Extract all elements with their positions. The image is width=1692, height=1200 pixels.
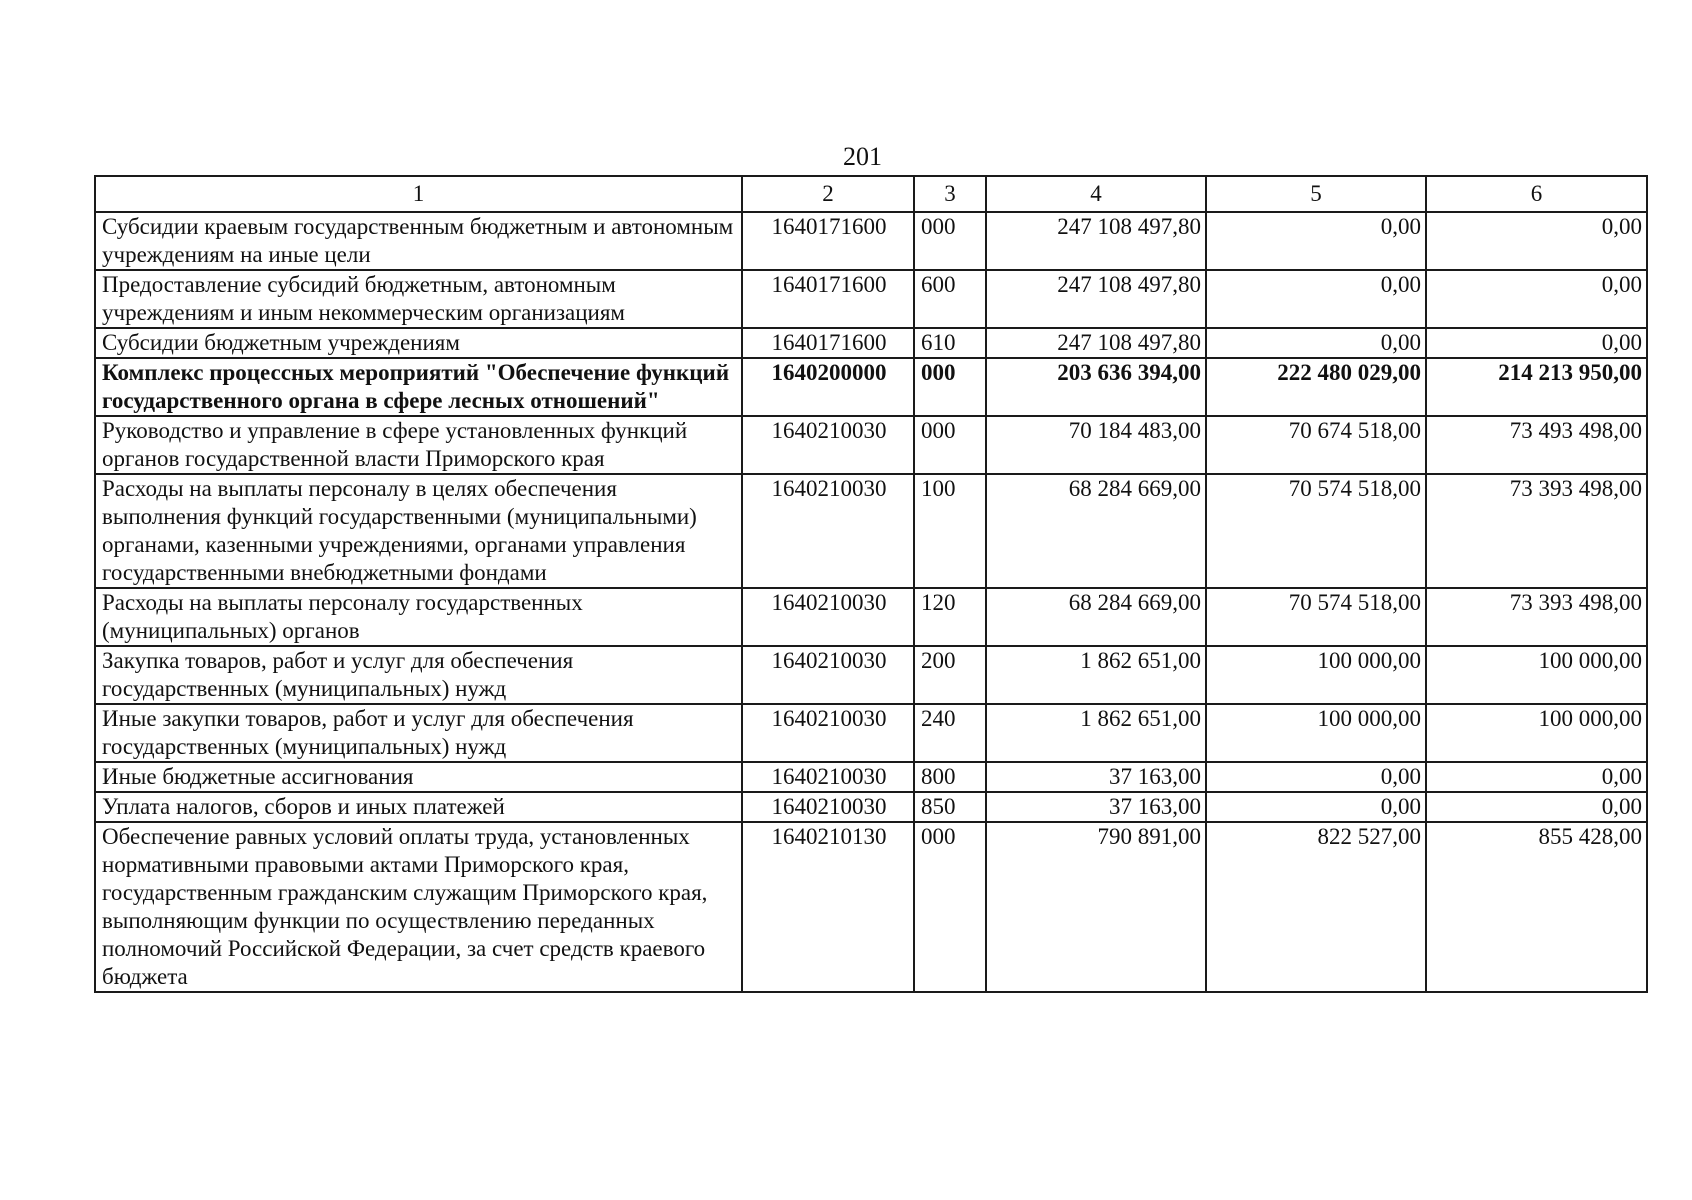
column-header: 3	[914, 176, 986, 212]
row-expense-type: 200	[914, 646, 986, 704]
row-expense-type: 240	[914, 704, 986, 762]
row-amount-6: 855 428,00	[1426, 822, 1647, 992]
row-amount-4: 68 284 669,00	[986, 588, 1206, 646]
row-name: Руководство и управление в сфере установленных функций органов государственной власти Приморского края	[95, 416, 742, 474]
row-expense-type: 800	[914, 762, 986, 792]
table-row-total	[95, 358, 1647, 416]
column-header: 1	[95, 176, 742, 212]
row-amount-4: 247 108 497,80	[986, 328, 1206, 358]
row-code: 1640210130	[742, 822, 914, 992]
row-expense-type: 850	[914, 792, 986, 822]
row-name: Уплата налогов, сборов и иных платежей	[95, 792, 742, 822]
row-amount-6: 73 393 498,00	[1426, 474, 1647, 588]
row-amount-5: 70 574 518,00	[1206, 588, 1426, 646]
row-amount-5: 0,00	[1206, 762, 1426, 792]
row-expense-type: 000	[914, 416, 986, 474]
row-amount-5: 0,00	[1206, 792, 1426, 822]
row-name: Предоставление субсидий бюджетным, автономным учреждениям и иным некоммерческим организациям	[95, 270, 742, 328]
row-amount-5: 822 527,00	[1206, 822, 1426, 992]
row-code: 1640200000	[742, 358, 914, 416]
row-amount-5: 70 674 518,00	[1206, 416, 1426, 474]
row-code: 1640171600	[742, 212, 914, 270]
row-name: Обеспечение равных условий оплаты труда, установленных нормативными правовыми актами Приморского края, государственным гражданским служащим Приморского края, выполняющим функции по осуществлению переданных полномочий Российской Федерации, за счет средств краевого бюджета	[95, 822, 742, 992]
row-amount-6: 0,00	[1426, 270, 1647, 328]
table-row	[95, 588, 1647, 646]
row-amount-6: 0,00	[1426, 212, 1647, 270]
row-name: Расходы на выплаты персоналу государственных (муниципальных) органов	[95, 588, 742, 646]
row-name: Иные бюджетные ассигнования	[95, 762, 742, 792]
row-amount-5: 0,00	[1206, 212, 1426, 270]
row-amount-4: 70 184 483,00	[986, 416, 1206, 474]
column-header: 6	[1426, 176, 1647, 212]
column-header: 2	[742, 176, 914, 212]
column-header: 5	[1206, 176, 1426, 212]
column-header-row	[95, 176, 1647, 212]
row-amount-5: 0,00	[1206, 328, 1426, 358]
row-code: 1640210030	[742, 588, 914, 646]
table-row	[95, 416, 1647, 474]
row-name: Комплекс процессных мероприятий "Обеспечение функций государственного органа в сфере лесных отношений"	[95, 358, 742, 416]
row-amount-5: 0,00	[1206, 270, 1426, 328]
row-amount-4: 68 284 669,00	[986, 474, 1206, 588]
row-amount-5: 222 480 029,00	[1206, 358, 1426, 416]
table-row	[95, 212, 1647, 270]
row-amount-4: 37 163,00	[986, 792, 1206, 822]
table-row	[95, 792, 1647, 822]
row-name: Субсидии бюджетным учреждениям	[95, 328, 742, 358]
row-code: 1640210030	[742, 416, 914, 474]
table-row	[95, 474, 1647, 588]
row-code: 1640210030	[742, 792, 914, 822]
table-row	[95, 762, 1647, 792]
row-amount-6: 0,00	[1426, 328, 1647, 358]
row-amount-6: 73 393 498,00	[1426, 588, 1647, 646]
table-row	[95, 822, 1647, 992]
row-amount-4: 1 862 651,00	[986, 646, 1206, 704]
row-code: 1640210030	[742, 704, 914, 762]
row-amount-4: 37 163,00	[986, 762, 1206, 792]
column-header: 4	[986, 176, 1206, 212]
row-amount-6: 0,00	[1426, 792, 1647, 822]
table-row	[95, 270, 1647, 328]
row-amount-5: 100 000,00	[1206, 646, 1426, 704]
row-code: 1640210030	[742, 762, 914, 792]
row-expense-type: 600	[914, 270, 986, 328]
table-row	[95, 646, 1647, 704]
row-amount-4: 247 108 497,80	[986, 270, 1206, 328]
row-code: 1640210030	[742, 646, 914, 704]
row-code: 1640171600	[742, 328, 914, 358]
row-name: Закупка товаров, работ и услуг для обеспечения государственных (муниципальных) нужд	[95, 646, 742, 704]
row-amount-6: 100 000,00	[1426, 646, 1647, 704]
row-expense-type: 610	[914, 328, 986, 358]
row-amount-6: 0,00	[1426, 762, 1647, 792]
row-amount-5: 70 574 518,00	[1206, 474, 1426, 588]
table-row	[95, 328, 1647, 358]
row-amount-6: 73 493 498,00	[1426, 416, 1647, 474]
row-expense-type: 120	[914, 588, 986, 646]
row-amount-4: 203 636 394,00	[986, 358, 1206, 416]
row-expense-type: 000	[914, 358, 986, 416]
row-code: 1640210030	[742, 474, 914, 588]
row-expense-type: 000	[914, 822, 986, 992]
row-code: 1640171600	[742, 270, 914, 328]
row-amount-4: 1 862 651,00	[986, 704, 1206, 762]
budget-table	[94, 175, 1648, 993]
row-name: Расходы на выплаты персоналу в целях обеспечения выполнения функций государственными (муниципальными) органами, казенными учреждениями, органами управления государственными внебюджетными фондами	[95, 474, 742, 588]
row-amount-4: 790 891,00	[986, 822, 1206, 992]
row-amount-6: 214 213 950,00	[1426, 358, 1647, 416]
page-number: 201	[843, 142, 882, 171]
row-expense-type: 000	[914, 212, 986, 270]
row-amount-6: 100 000,00	[1426, 704, 1647, 762]
row-expense-type: 100	[914, 474, 986, 588]
table-row	[95, 704, 1647, 762]
row-amount-5: 100 000,00	[1206, 704, 1426, 762]
row-amount-4: 247 108 497,80	[986, 212, 1206, 270]
row-name: Субсидии краевым государственным бюджетным и автономным учреждениям на иные цели	[95, 212, 742, 270]
row-name: Иные закупки товаров, работ и услуг для обеспечения государственных (муниципальных) нужд	[95, 704, 742, 762]
